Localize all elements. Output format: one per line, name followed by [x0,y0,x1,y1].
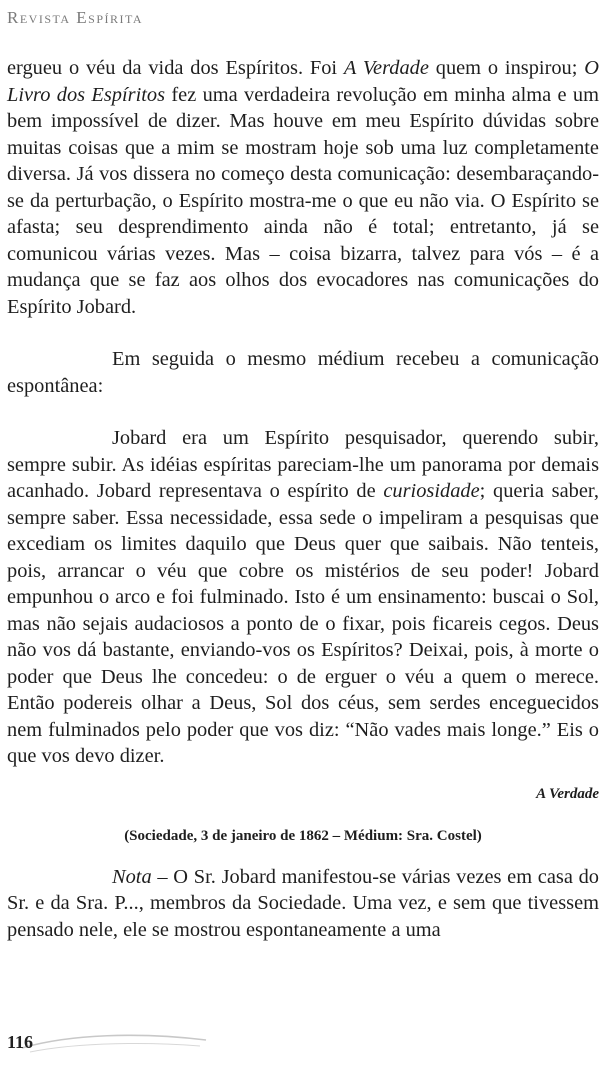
paragraph-1: ergueu o véu da vida dos Espíritos. Foi A Verdade quem o inspirou; O Livro dos Espíritos fez uma verdadeira revolução em minha alma e um bem impossível de dizer. Mas houve em meu Espírito dúvidas sobre muitas coisas que a mim se mostram hoje sob uma luz completamente diversa. Já vos dissera no começo desta comunicação: desembaraçando-se da perturbação, o Espírito mostra-me o que eu não via. O Espírito se afasta; seu desprendimento ainda não é total; entretanto, já se comunicou várias vezes. Mas – coisa bizarra, talvez para vós – é a mudança que se faz aos olhos dos evocadores nas comunicações do Espírito Jobard. [7,57,599,318]
note-label: Nota [112,865,152,888]
note-paragraph: Nota – O Sr. Jobard manifestou-se várias vezes em casa do Sr. e da Sra. P..., membros da Sociedade. Uma vez, e sem que tivessem pensado nele, ele se mostrou espontaneamente a uma [7,865,599,941]
page-footer [0,1028,606,1066]
paragraph-3: Jobard era um Espírito pesquisador, querendo subir, sempre subir. As idéias espíritas pareciam-lhe um panorama por demais acanhado. Jobard representava o espírito de curiosidade; queria saber, sempre saber. Essa necessidade, essa sede o impeliram a pesquisas que excediam os limites daquilo que Deus quer que saibais. Não tenteis, pois, arrancar o véu que cobre os mistérios de seu poder! Jobard empunhou o arco e foi fulminado. Isto é um ensinamento: buscai o Sol, mas não sejais audaciosos a ponto de o fixar, pois ficareis cegos. Deus não vos dá bastante, enviando-vos os Espíritos? Deixai, pois, à morte o poder que Deus lhe concedeu: o de erguer o véu a quem o merece. Então podereis olhar a Deus, Sol dos céus, sem serdes enceguecidos nem fulminados pelo poder que vos diz: “Não vades mais longe.” Eis o que vos devo dizer. [7,427,599,767]
paragraph-2: Em seguida o mesmo médium recebeu a comunicação espontânea: [7,348,599,397]
book-title-livro-dos-espiritos: O Livro dos Espíritos [7,57,599,106]
page-body [7,55,599,943]
signature: A Verdade [536,785,599,802]
running-header: Revista Espírita [7,8,144,27]
page-number: 116 [7,1032,34,1052]
decorative-swoosh-icon [20,1028,210,1058]
emphasis-a-verdade: A Verdade [343,57,429,79]
emphasis-curiosidade: curiosidade [383,480,480,502]
session-heading: (Sociedade, 3 de janeiro de 1862 – Médium: Sra. Costel) [124,827,482,844]
